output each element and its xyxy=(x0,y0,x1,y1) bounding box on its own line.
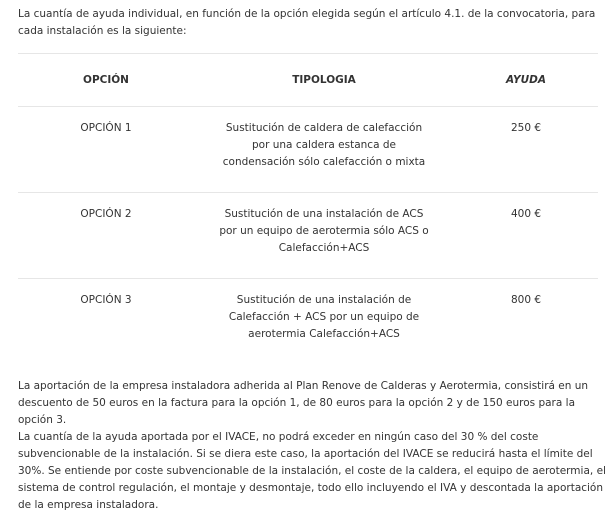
table-row xyxy=(18,193,598,279)
header-tipologia: TIPOLOGIA xyxy=(194,54,454,107)
cell-tipologia xyxy=(194,107,454,193)
cell-tipologia xyxy=(194,279,454,365)
cell-ayuda: 250 € xyxy=(454,107,598,193)
cell-tipologia xyxy=(194,193,454,279)
header-opcion: OPCIÓN xyxy=(18,54,194,107)
ivace-limit-paragraph: La cuantía de la ayuda aportada por el IVACE, no podrá exceder en ningún caso del 30 % del coste subvencionable de la instalación. Si se diera este caso, la aportación del IVACE se reducirá hasta el límite del 30%. Se entiende por coste subvencionable de la instalación, el coste de la caldera, el equipo de aerotermia, el sistema de control regulación, el montaje y desmontaje, todo ello incluyendo el IVA y descontada la aportación de la empresa instaladora. xyxy=(18,431,606,511)
aid-table xyxy=(18,53,598,365)
table-header-row xyxy=(18,54,598,107)
tipologia-text: Sustitución de caldera de calefacción por una caldera estanca de condensación sólo calefacción o mixta xyxy=(222,122,426,168)
cell-ayuda: 800 € xyxy=(454,279,598,365)
tipologia-text: Sustitución de una instalación de ACS por un equipo de aerotermia sólo ACS o Calefacción+ACS xyxy=(219,208,429,254)
table-row xyxy=(18,107,598,193)
table-row xyxy=(18,279,598,365)
cell-opcion: OPCIÓN 1 xyxy=(18,107,194,193)
cell-ayuda: 400 € xyxy=(454,193,598,279)
installer-contribution-paragraph: La aportación de la empresa instaladora adherida al Plan Renove de Calderas y Aerotermia, consistirá en un descuento de 50 euros en la factura para la opción 1, de 80 euros para la opción 2 y de 150 euros para la opción 3. xyxy=(18,380,589,426)
tipologia-text: Sustitución de una instalación de Calefacción + ACS por un equipo de aerotermia Calefacción+ACS xyxy=(228,294,420,340)
cell-opcion: OPCIÓN 2 xyxy=(18,193,194,279)
header-ayuda: AYUDA xyxy=(454,54,598,107)
intro-paragraph: La cuantía de ayuda individual, en función de la opción elegida según el artículo 4.1. de la convocatoria, para cada instalación es la siguiente: xyxy=(18,8,596,37)
cell-opcion: OPCIÓN 3 xyxy=(18,279,194,365)
